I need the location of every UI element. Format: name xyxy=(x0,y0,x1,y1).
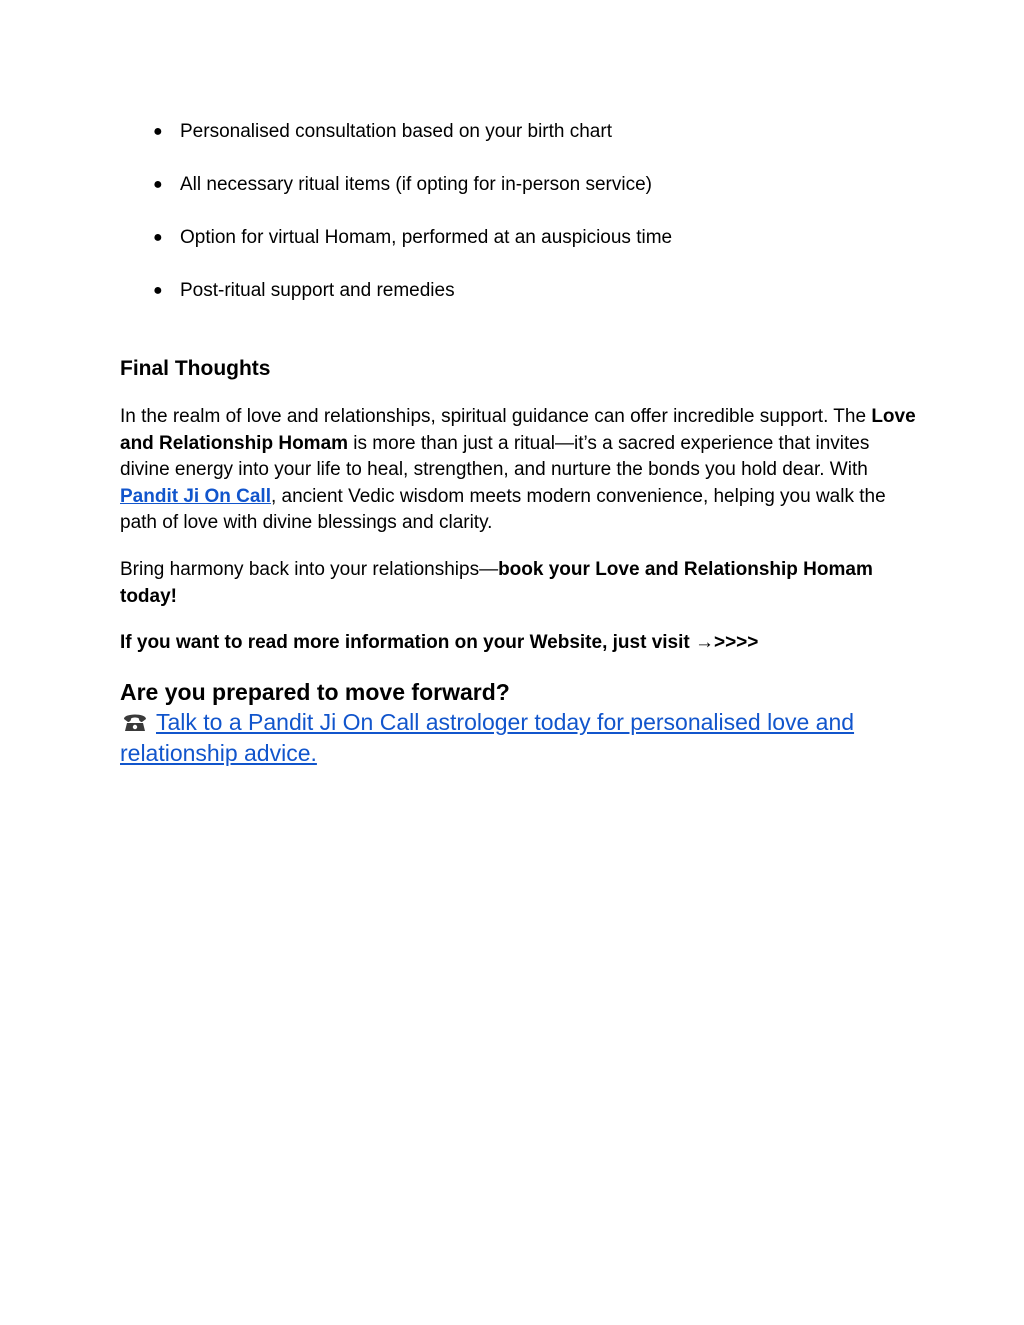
list-item xyxy=(120,224,910,252)
list-item xyxy=(120,171,910,199)
pandit-ji-link[interactable]: Pandit Ji On Call xyxy=(120,485,271,507)
paragraph-text: Bring harmony back into your relationships— xyxy=(120,559,499,580)
talk-to-astrologer-link[interactable]: Talk to a Pandit Ji On Call astrologer today for personalised love and relationship advice. xyxy=(120,709,855,766)
list-item xyxy=(120,118,910,146)
booking-paragraph xyxy=(120,557,920,610)
list-item-text: All necessary ritual items (if opting for in-person service) xyxy=(180,174,653,195)
cta-title: Are you prepared to move forward? xyxy=(120,679,510,705)
paragraph-text: , ancient Vedic wisdom meets modern convenience, helping you walk the path of love with divine blessings and clarity. xyxy=(120,485,886,533)
bullet-glyph: ● xyxy=(153,123,163,140)
paragraph-text: is more than just a ritual—it’s a sacred experience that invites divine energy into your life to heal, strengthen, and nurture the bonds you hold dear. With xyxy=(120,432,870,480)
bold-text: Love and Relationship Homam xyxy=(120,406,916,454)
bullet-glyph: ● xyxy=(153,229,163,246)
website-visit-text: If you want to read more information on your Website, just visit →>>>> xyxy=(120,632,759,653)
benefits-list xyxy=(120,118,910,330)
section-heading: Final Thoughts xyxy=(120,357,271,380)
list-item-text: Post-ritual support and remedies xyxy=(180,280,455,301)
paragraph-text: In the realm of love and relationships, spiritual guidance can offer incredible support. The xyxy=(120,406,872,427)
list-item-text: Personalised consultation based on your birth chart xyxy=(180,121,612,142)
bold-text: book your Love and Relationship Homam today! xyxy=(120,559,873,607)
list-item-text: Option for virtual Homam, performed at an auspicious time xyxy=(180,227,673,248)
phone-icon xyxy=(120,709,150,733)
intro-paragraph xyxy=(120,404,920,537)
bullet-glyph: ● xyxy=(153,282,163,299)
list-item xyxy=(120,277,910,305)
bullet-glyph: ● xyxy=(153,176,163,193)
cta-block xyxy=(120,707,900,769)
